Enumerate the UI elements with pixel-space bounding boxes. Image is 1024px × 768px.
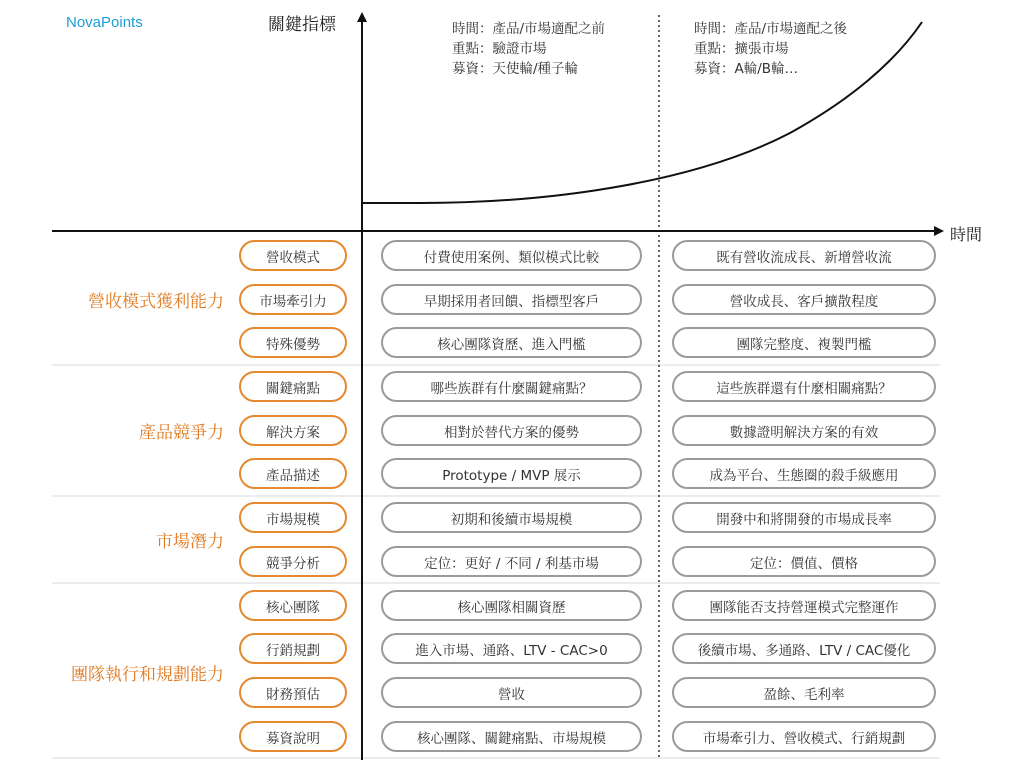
pre-fit-pill: 早期採用者回饋、指標型客戶: [381, 284, 642, 315]
post-fit-pill: 開發中和將開發的市場成長率: [672, 502, 936, 533]
post-fit-pill: 營收成長、客戶擴散程度: [672, 284, 936, 315]
pre-fit-focus: 重點：驗證市場: [452, 41, 547, 57]
pre-fit-stage-info: [452, 19, 605, 79]
post-fit-pill: 成為平台、生態圈的殺手級應用: [672, 458, 936, 489]
pre-fit-pill: 付費使用案例、類似模式比較: [381, 240, 642, 271]
criterion-pill: 特殊優勢: [239, 327, 347, 358]
pre-fit-pill: 定位：更好 / 不同 / 利基市場: [381, 546, 642, 577]
criterion-pill: 核心團隊: [239, 590, 347, 621]
y-axis-label: 關鍵指標: [268, 15, 336, 35]
brand-logo: NovaPoints: [66, 14, 143, 31]
pre-fit-funding: 募資：天使輪/種子輪: [452, 61, 579, 77]
pre-fit-pill: 核心團隊、關鍵痛點、市場規模: [381, 721, 642, 752]
pre-fit-pill: 初期和後續市場規模: [381, 502, 642, 533]
pre-fit-pill: 營收: [381, 677, 642, 708]
section-title-product: 產品競爭力: [139, 423, 224, 443]
pre-fit-pill: 核心團隊資歷、進入門檻: [381, 327, 642, 358]
post-fit-pill: 團隊能否支持營運模式完整運作: [672, 590, 936, 621]
section-title-revenue: 營收模式獲利能力: [88, 292, 224, 312]
criterion-pill: 募資說明: [239, 721, 347, 752]
post-fit-pill: 定位：價值、價格: [672, 546, 936, 577]
pre-fit-pill: 哪些族群有什麼關鍵痛點？: [381, 371, 642, 402]
post-fit-pill: 既有營收流成長、新增營收流: [672, 240, 936, 271]
pre-fit-time: 時間：產品/市場適配之前: [452, 21, 606, 37]
pre-fit-pill: Prototype / MVP 展示: [381, 458, 642, 489]
criterion-pill: 解決方案: [239, 415, 347, 446]
pre-fit-pill: 進入市場、通路、LTV - CAC>0: [381, 633, 642, 664]
criterion-pill: 行銷規劃: [239, 633, 347, 664]
x-axis-label: 時間: [950, 225, 983, 244]
criterion-pill: 競爭分析: [239, 546, 347, 577]
post-fit-stage-info: [694, 19, 847, 79]
post-fit-time: 時間：產品/市場適配之後: [694, 21, 848, 37]
section-title-team: 團隊執行和規劃能力: [71, 665, 224, 685]
post-fit-pill: 團隊完整度、複製門檻: [672, 327, 936, 358]
criterion-pill: 營收模式: [239, 240, 347, 271]
post-fit-pill: 盈餘、毛利率: [672, 677, 936, 708]
post-fit-pill: 後續市場、多通路、LTV / CAC優化: [672, 633, 936, 664]
post-fit-pill: 市場牽引力、營收模式、行銷規劃: [672, 721, 936, 752]
pre-fit-pill: 相對於替代方案的優勢: [381, 415, 642, 446]
pre-fit-pill: 核心團隊相關資歷: [381, 590, 642, 621]
post-fit-pill: 數據證明解決方案的有效: [672, 415, 936, 446]
criterion-pill: 產品描述: [239, 458, 347, 489]
section-title-market: 市場潛力: [156, 532, 224, 552]
post-fit-pill: 這些族群還有什麼相關痛點？: [672, 371, 936, 402]
criterion-pill: 關鍵痛點: [239, 371, 347, 402]
post-fit-focus: 重點：擴張市場: [694, 41, 789, 57]
criterion-pill: 財務預估: [239, 677, 347, 708]
criterion-pill: 市場規模: [239, 502, 347, 533]
post-fit-funding: 募資：A輪/B輪…: [694, 61, 799, 77]
criterion-pill: 市場牽引力: [239, 284, 347, 315]
